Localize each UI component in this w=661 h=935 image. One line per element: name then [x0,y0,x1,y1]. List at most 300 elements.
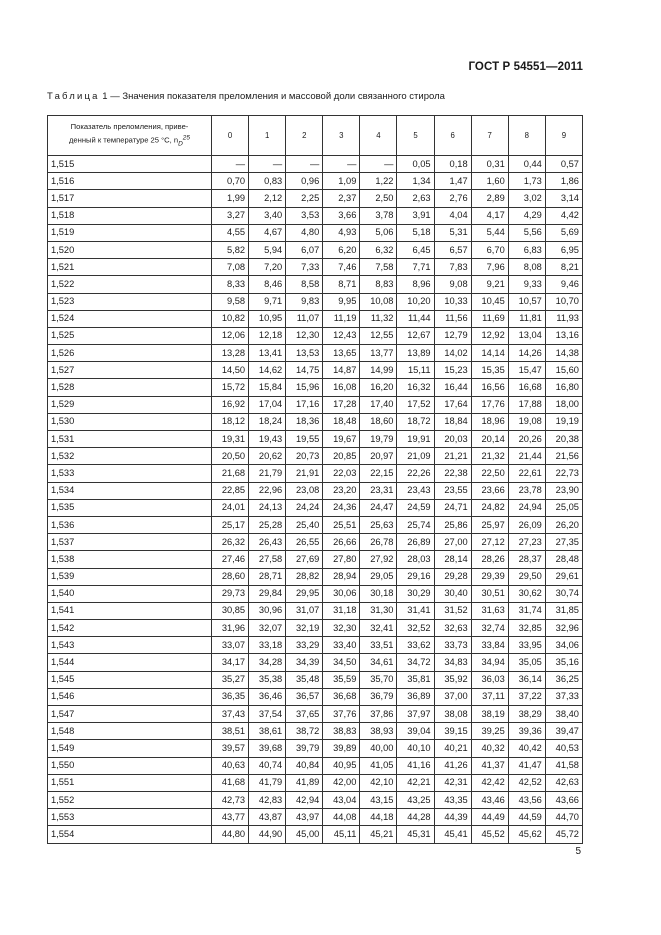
refractive-index-cell: 1,545 [48,671,212,688]
styrene-value-cell: 22,50 [471,465,508,482]
styrene-value-cell: 13,65 [323,345,360,362]
styrene-value-cell: 25,40 [286,516,323,533]
styrene-value-cell: 43,04 [323,791,360,808]
refractive-index-cell: 1,542 [48,620,212,637]
styrene-value-cell: 45,52 [471,826,508,843]
styrene-value-cell: 29,50 [508,568,545,585]
styrene-value-cell: 4,80 [286,224,323,241]
styrene-value-cell: 26,09 [508,516,545,533]
refractive-index-cell: 1,525 [48,327,212,344]
styrene-value-cell: 5,56 [508,224,545,241]
styrene-value-cell: 24,59 [397,499,434,516]
column-header: 3 [323,116,360,156]
styrene-value-cell: 37,43 [212,706,249,723]
styrene-value-cell: 19,43 [249,431,286,448]
styrene-value-cell: 22,61 [508,465,545,482]
styrene-value-cell: 24,36 [323,499,360,516]
styrene-value-cell: 28,82 [286,568,323,585]
styrene-value-cell: 20,26 [508,431,545,448]
table-row [48,671,583,688]
styrene-value-cell: 12,92 [471,327,508,344]
styrene-value-cell: 1,99 [212,190,249,207]
refractive-index-cell: 1,546 [48,688,212,705]
refractive-index-cell: 1,516 [48,173,212,190]
refractive-index-cell: 1,535 [48,499,212,516]
column-header: 6 [434,116,471,156]
styrene-value-cell: 0,83 [249,173,286,190]
styrene-value-cell: 21,32 [471,448,508,465]
styrene-value-cell: 20,38 [545,431,582,448]
styrene-value-cell: 38,29 [508,706,545,723]
refractive-index-cell: 1,526 [48,345,212,362]
styrene-value-cell: 25,51 [323,516,360,533]
table-caption-label: Таблица [47,91,100,102]
styrene-value-cell: 37,97 [397,706,434,723]
styrene-value-cell: 17,88 [508,396,545,413]
styrene-value-cell: 13,04 [508,327,545,344]
styrene-value-cell: 10,08 [360,293,397,310]
styrene-value-cell: 10,33 [434,293,471,310]
styrene-value-cell: 26,32 [212,534,249,551]
styrene-value-cell: 11,81 [508,310,545,327]
styrene-value-cell: 41,79 [249,774,286,791]
styrene-value-cell: 32,30 [323,620,360,637]
styrene-value-cell: 26,20 [545,516,582,533]
styrene-value-cell: 11,19 [323,310,360,327]
styrene-value-cell: 20,14 [471,431,508,448]
styrene-value-cell: 27,46 [212,551,249,568]
styrene-value-cell: 5,94 [249,241,286,258]
styrene-value-cell: 19,55 [286,431,323,448]
styrene-value-cell: 14,87 [323,362,360,379]
styrene-value-cell: 4,04 [434,207,471,224]
styrene-value-cell: 43,35 [434,791,471,808]
styrene-value-cell: 28,71 [249,568,286,585]
table-row [48,362,583,379]
styrene-value-cell: 33,07 [212,637,249,654]
styrene-value-cell: 42,31 [434,774,471,791]
styrene-value-cell: 14,50 [212,362,249,379]
styrene-value-cell: 21,68 [212,465,249,482]
column-header: 8 [508,116,545,156]
styrene-value-cell: 0,44 [508,156,545,173]
styrene-value-cell: 1,34 [397,173,434,190]
styrene-value-cell: 7,46 [323,259,360,276]
styrene-value-cell: 0,05 [397,156,434,173]
styrene-value-cell: 5,31 [434,224,471,241]
table-row [48,327,583,344]
styrene-value-cell: 15,84 [249,379,286,396]
refractive-index-cell: 1,523 [48,293,212,310]
styrene-value-cell: 28,94 [323,568,360,585]
table-row [48,740,583,757]
styrene-value-cell: 18,48 [323,413,360,430]
styrene-value-cell: 41,89 [286,774,323,791]
styrene-value-cell: 30,51 [471,585,508,602]
styrene-value-cell: 36,35 [212,688,249,705]
styrene-value-cell: 12,43 [323,327,360,344]
styrene-value-cell: 11,69 [471,310,508,327]
styrene-value-cell: 32,52 [397,620,434,637]
styrene-value-cell: 43,15 [360,791,397,808]
styrene-value-cell: 36,89 [397,688,434,705]
styrene-value-cell: 9,71 [249,293,286,310]
styrene-value-cell: 8,71 [323,276,360,293]
styrene-value-cell: 31,63 [471,602,508,619]
refractive-index-cell: 1,518 [48,207,212,224]
styrene-value-cell: 0,18 [434,156,471,173]
styrene-value-cell: 43,97 [286,809,323,826]
styrene-value-cell: 17,52 [397,396,434,413]
styrene-value-cell: 30,40 [434,585,471,602]
styrene-value-cell: 7,96 [471,259,508,276]
table-row [48,345,583,362]
row-index-header [48,116,212,156]
styrene-value-cell: 8,33 [212,276,249,293]
styrene-value-cell: 18,24 [249,413,286,430]
table-row [48,791,583,808]
table-row [48,723,583,740]
table-row [48,757,583,774]
styrene-value-cell: 45,31 [397,826,434,843]
styrene-value-cell: 22,73 [545,465,582,482]
styrene-value-cell: 1,22 [360,173,397,190]
styrene-value-cell: 13,16 [545,327,582,344]
styrene-value-cell: 44,90 [249,826,286,843]
styrene-value-cell: 31,30 [360,602,397,619]
styrene-value-cell: 18,00 [545,396,582,413]
styrene-value-cell: 38,19 [471,706,508,723]
styrene-value-cell: 42,00 [323,774,360,791]
styrene-value-cell: 7,20 [249,259,286,276]
styrene-value-cell: 30,18 [360,585,397,602]
styrene-value-cell: 28,37 [508,551,545,568]
styrene-value-cell: 44,18 [360,809,397,826]
styrene-value-cell: 45,11 [323,826,360,843]
styrene-value-cell: 28,60 [212,568,249,585]
styrene-value-cell: 26,43 [249,534,286,551]
styrene-value-cell: 18,96 [471,413,508,430]
table-header-row [48,116,583,156]
refractive-index-cell: 1,528 [48,379,212,396]
styrene-value-cell: 23,78 [508,482,545,499]
refractive-index-cell: 1,524 [48,310,212,327]
table-row [48,293,583,310]
styrene-value-cell: 18,72 [397,413,434,430]
styrene-value-cell: 19,91 [397,431,434,448]
styrene-value-cell: 23,31 [360,482,397,499]
styrene-value-cell: 25,74 [397,516,434,533]
styrene-value-cell: 30,85 [212,602,249,619]
styrene-value-cell: 41,26 [434,757,471,774]
styrene-value-cell: 5,44 [471,224,508,241]
column-header: 5 [397,116,434,156]
styrene-value-cell: 34,83 [434,654,471,671]
table-row [48,156,583,173]
styrene-value-cell: 18,84 [434,413,471,430]
styrene-value-cell: 16,68 [508,379,545,396]
styrene-value-cell: 0,70 [212,173,249,190]
styrene-value-cell: 28,26 [471,551,508,568]
styrene-value-cell: 16,92 [212,396,249,413]
row-index-header-line1: Показатель преломления, приве- [70,122,189,132]
table-row [48,774,583,791]
styrene-value-cell: 42,10 [360,774,397,791]
styrene-value-cell: 27,58 [249,551,286,568]
refractive-index-cell: 1,519 [48,224,212,241]
refractive-index-cell: 1,547 [48,706,212,723]
styrene-value-cell: 33,51 [360,637,397,654]
styrene-value-cell: 24,94 [508,499,545,516]
styrene-value-cell: 42,52 [508,774,545,791]
table-row [48,602,583,619]
styrene-value-cell: 11,07 [286,310,323,327]
styrene-value-cell: 30,96 [249,602,286,619]
styrene-value-cell: 14,99 [360,362,397,379]
styrene-value-cell: 35,70 [360,671,397,688]
styrene-value-cell: 26,89 [397,534,434,551]
styrene-value-cell: 4,93 [323,224,360,241]
styrene-value-cell: 3,40 [249,207,286,224]
styrene-value-cell: 32,07 [249,620,286,637]
styrene-value-cell: 39,89 [323,740,360,757]
refractive-index-cell: 1,548 [48,723,212,740]
styrene-value-cell: 24,01 [212,499,249,516]
styrene-value-cell: — [212,156,249,173]
styrene-value-cell: 21,79 [249,465,286,482]
styrene-value-cell: 1,86 [545,173,582,190]
table-row [48,431,583,448]
styrene-value-cell: 28,03 [397,551,434,568]
styrene-value-cell: 19,31 [212,431,249,448]
styrene-value-cell: 39,79 [286,740,323,757]
styrene-value-cell: 4,42 [545,207,582,224]
styrene-value-cell: 39,04 [397,723,434,740]
styrene-value-cell: 34,39 [286,654,323,671]
styrene-value-cell: 33,84 [471,637,508,654]
styrene-value-cell: 40,21 [434,740,471,757]
styrene-value-cell: 7,08 [212,259,249,276]
styrene-value-cell: 6,20 [323,241,360,258]
refractive-index-cell: 1,551 [48,774,212,791]
styrene-value-cell: 32,96 [545,620,582,637]
styrene-value-cell: 0,57 [545,156,582,173]
styrene-value-cell: 10,95 [249,310,286,327]
styrene-value-cell: 33,40 [323,637,360,654]
styrene-value-cell: 36,14 [508,671,545,688]
styrene-value-cell: 37,65 [286,706,323,723]
table-row [48,688,583,705]
styrene-value-cell: 39,57 [212,740,249,757]
refractive-index-cell: 1,536 [48,516,212,533]
styrene-value-cell: 36,57 [286,688,323,705]
styrene-value-cell: 29,84 [249,585,286,602]
styrene-value-cell: 34,17 [212,654,249,671]
styrene-value-cell: 30,62 [508,585,545,602]
table-row [48,654,583,671]
styrene-value-cell: 37,11 [471,688,508,705]
styrene-value-cell: 43,66 [545,791,582,808]
styrene-value-cell: 44,80 [212,826,249,843]
styrene-value-cell: 25,63 [360,516,397,533]
styrene-value-cell: 37,54 [249,706,286,723]
styrene-value-cell: 6,45 [397,241,434,258]
styrene-value-cell: 44,49 [471,809,508,826]
column-header: 0 [212,116,249,156]
styrene-value-cell: 19,19 [545,413,582,430]
styrene-value-cell: 40,00 [360,740,397,757]
styrene-value-cell: 11,44 [397,310,434,327]
styrene-value-cell: 22,26 [397,465,434,482]
styrene-value-cell: 9,83 [286,293,323,310]
styrene-value-cell: 34,94 [471,654,508,671]
styrene-value-cell: 31,85 [545,602,582,619]
styrene-value-cell: 27,35 [545,534,582,551]
styrene-value-cell: 32,85 [508,620,545,637]
styrene-value-cell: 20,50 [212,448,249,465]
styrene-value-cell: 45,62 [508,826,545,843]
styrene-value-cell: 39,15 [434,723,471,740]
styrene-value-cell: 36,46 [249,688,286,705]
styrene-value-cell: 7,33 [286,259,323,276]
styrene-value-cell: 14,26 [508,345,545,362]
styrene-value-cell: 33,73 [434,637,471,654]
table-row [48,465,583,482]
styrene-value-cell: 42,83 [249,791,286,808]
styrene-value-cell: 42,42 [471,774,508,791]
styrene-value-cell: 15,47 [508,362,545,379]
styrene-value-cell: 45,41 [434,826,471,843]
refractive-index-cell: 1,521 [48,259,212,276]
styrene-value-cell: 15,35 [471,362,508,379]
styrene-value-cell: 13,41 [249,345,286,362]
styrene-value-cell: 36,79 [360,688,397,705]
styrene-value-cell: 31,41 [397,602,434,619]
styrene-value-cell: 14,62 [249,362,286,379]
table-row [48,620,583,637]
styrene-value-cell: 15,11 [397,362,434,379]
refractive-index-cell: 1,539 [48,568,212,585]
styrene-value-cell: 42,63 [545,774,582,791]
styrene-value-cell: 28,48 [545,551,582,568]
styrene-value-cell: 40,63 [212,757,249,774]
table-row [48,190,583,207]
table-row [48,413,583,430]
styrene-value-cell: 13,28 [212,345,249,362]
styrene-value-cell: 8,96 [397,276,434,293]
styrene-value-cell: 42,21 [397,774,434,791]
styrene-value-cell: 43,87 [249,809,286,826]
styrene-value-cell: 44,39 [434,809,471,826]
styrene-value-cell: 3,14 [545,190,582,207]
column-header: 7 [471,116,508,156]
styrene-value-cell: 11,93 [545,310,582,327]
styrene-value-cell: 5,69 [545,224,582,241]
styrene-value-cell: 6,95 [545,241,582,258]
styrene-value-cell: 37,00 [434,688,471,705]
styrene-value-cell: 31,74 [508,602,545,619]
styrene-value-cell: 22,96 [249,482,286,499]
table-caption-text: 1 — Значения показателя преломления и массовой доли связанного стирола [99,91,445,102]
styrene-value-cell: 23,43 [397,482,434,499]
refractive-index-cell: 1,532 [48,448,212,465]
styrene-value-cell: 5,18 [397,224,434,241]
styrene-value-cell: 1,60 [471,173,508,190]
refraction-styrene-table [47,115,583,844]
styrene-value-cell: 43,25 [397,791,434,808]
table-row [48,637,583,654]
styrene-value-cell: 9,46 [545,276,582,293]
styrene-value-cell: 4,29 [508,207,545,224]
styrene-value-cell: 45,21 [360,826,397,843]
styrene-value-cell: 29,73 [212,585,249,602]
styrene-value-cell: 21,09 [397,448,434,465]
styrene-value-cell: 16,32 [397,379,434,396]
styrene-value-cell: 45,00 [286,826,323,843]
styrene-value-cell: 37,33 [545,688,582,705]
refractive-index-cell: 1,517 [48,190,212,207]
styrene-value-cell: 3,66 [323,207,360,224]
styrene-value-cell: 38,61 [249,723,286,740]
styrene-value-cell: 25,97 [471,516,508,533]
styrene-value-cell: 13,53 [286,345,323,362]
styrene-value-cell: 35,05 [508,654,545,671]
styrene-value-cell: 21,44 [508,448,545,465]
styrene-value-cell: 39,36 [508,723,545,740]
styrene-value-cell: 35,92 [434,671,471,688]
refractive-index-cell: 1,522 [48,276,212,293]
styrene-value-cell: 17,40 [360,396,397,413]
styrene-value-cell: 41,37 [471,757,508,774]
styrene-value-cell: 9,33 [508,276,545,293]
styrene-value-cell: 33,95 [508,637,545,654]
styrene-value-cell: 22,38 [434,465,471,482]
styrene-value-cell: 23,66 [471,482,508,499]
styrene-value-cell: 34,06 [545,637,582,654]
styrene-value-cell: 11,32 [360,310,397,327]
styrene-value-cell: 29,39 [471,568,508,585]
styrene-value-cell: 38,83 [323,723,360,740]
styrene-value-cell: 10,20 [397,293,434,310]
styrene-value-cell: 2,12 [249,190,286,207]
styrene-value-cell: 24,82 [471,499,508,516]
styrene-value-cell: 23,08 [286,482,323,499]
styrene-value-cell: 10,70 [545,293,582,310]
styrene-value-cell: 32,19 [286,620,323,637]
styrene-value-cell: 18,36 [286,413,323,430]
styrene-value-cell: 34,61 [360,654,397,671]
styrene-value-cell: 35,59 [323,671,360,688]
styrene-value-cell: 9,08 [434,276,471,293]
table-row [48,207,583,224]
styrene-value-cell: 0,96 [286,173,323,190]
styrene-value-cell: 14,75 [286,362,323,379]
styrene-value-cell: 2,50 [360,190,397,207]
styrene-value-cell: 17,76 [471,396,508,413]
styrene-value-cell: 10,57 [508,293,545,310]
styrene-value-cell: 30,29 [397,585,434,602]
column-header: 2 [286,116,323,156]
refractive-index-cell: 1,540 [48,585,212,602]
table-row [48,482,583,499]
styrene-value-cell: 20,73 [286,448,323,465]
styrene-value-cell: 16,20 [360,379,397,396]
styrene-value-cell: 39,47 [545,723,582,740]
styrene-value-cell: 41,58 [545,757,582,774]
styrene-value-cell: 1,47 [434,173,471,190]
refractive-index-cell: 1,538 [48,551,212,568]
styrene-value-cell: 36,68 [323,688,360,705]
